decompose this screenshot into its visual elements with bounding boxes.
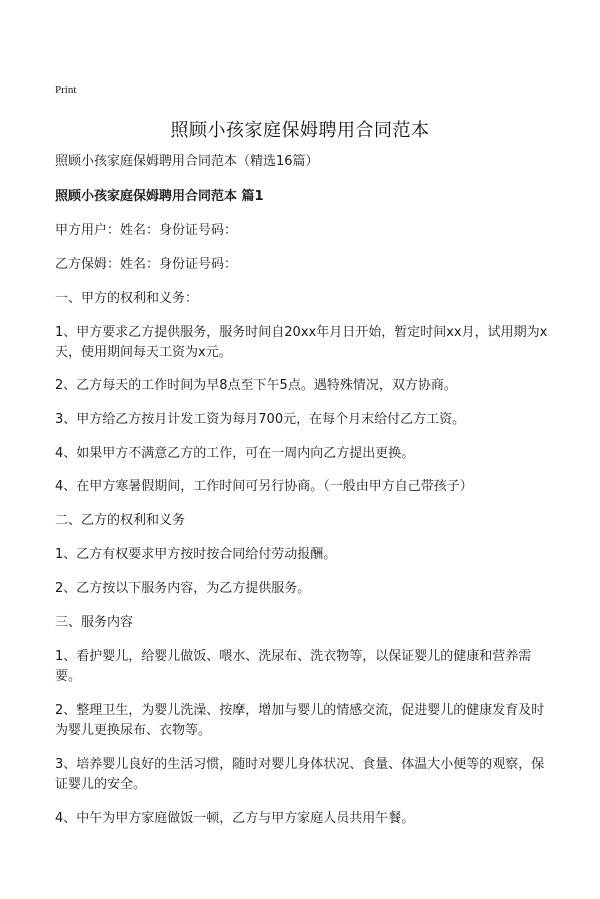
subtitle: 照顾小孩家庭保姆聘用合同范本（精选16篇） <box>55 154 319 169</box>
print-link[interactable]: Print <box>55 84 77 96</box>
paragraph: 4、如果甲方不满意乙方的工作，可在一周内向乙方提出更换。 <box>55 446 415 461</box>
paragraph: 甲方用户：姓名：身份证号码： <box>55 223 238 238</box>
paragraph: 3、甲方给乙方按月计发工资为每月700元，在每个月末给付乙方工资。 <box>55 412 466 427</box>
paragraph: 1、乙方有权要求甲方按时按合同给付劳动报酬。 <box>55 547 337 562</box>
paragraph: 4、中午为甲方家庭做饭一顿，乙方与甲方家庭人员共用午餐。 <box>55 811 415 826</box>
paragraph: 4、在甲方寒暑假期间，工作时间可另行协商。（一般由甲方自己带孩子） <box>55 479 473 494</box>
paragraph: 二、乙方的权利和义务 <box>55 513 186 528</box>
paragraph: 2、乙方每天的工作时间为早8点至下午5点。遇特殊情况，双方协商。 <box>55 378 457 393</box>
document-body <box>55 152 555 829</box>
paragraph: 3、培养婴儿良好的生活习惯，随时对婴儿身体状况、食量、体温大小便等的观察，保证婴儿的安全。 <box>55 757 545 792</box>
paragraph: 1、甲方要求乙方提供服务，服务时间自20xx年月日开始，暂定时间xx月，试用期为x天，使用期间每天工资为x元。 <box>55 325 548 360</box>
paragraph: 一、甲方的权利和义务： <box>55 291 199 306</box>
section-heading: 照顾小孩家庭保姆聘用合同范本 篇1 <box>55 189 264 204</box>
paragraph: 2、整理卫生，为婴儿洗澡、按摩，增加与婴儿的情感交流，促进婴儿的健康发育及时为婴儿更换尿布、衣物等。 <box>55 703 545 738</box>
paragraph: 2、乙方按以下服务内容，为乙方提供服务。 <box>55 581 311 596</box>
paragraph: 乙方保姆：姓名：身份证号码： <box>55 257 238 272</box>
document-title: 照顾小孩家庭保姆聘用合同范本 <box>170 120 430 141</box>
paragraph: 三、服务内容 <box>55 615 134 630</box>
paragraph: 1、看护婴儿，给婴儿做饭、喂水、洗尿布、洗衣物等，以保证婴儿的健康和营养需要。 <box>55 649 532 684</box>
